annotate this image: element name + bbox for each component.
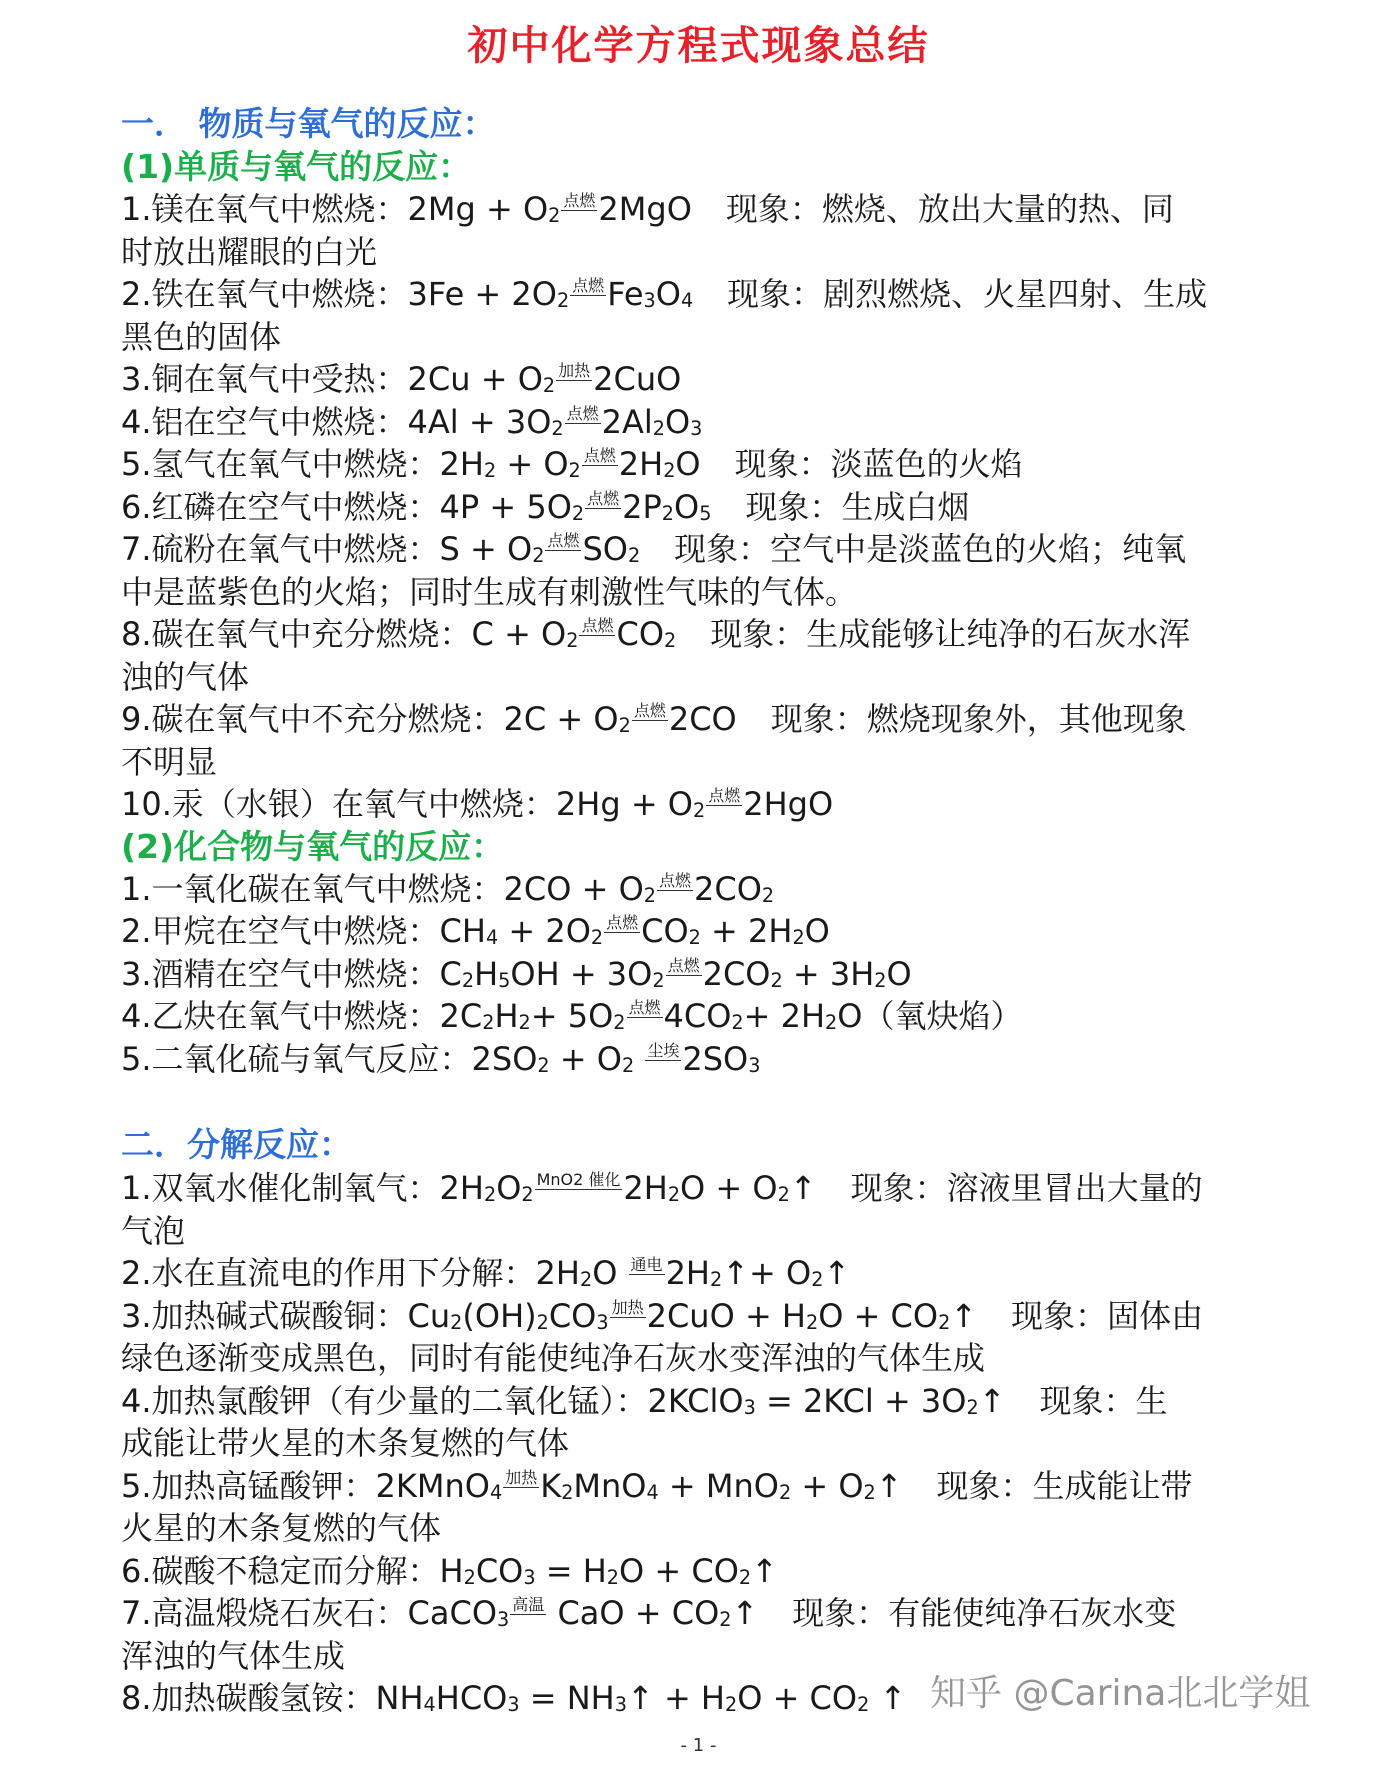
- subscript: 2: [738, 1565, 752, 1589]
- phenomenon-continuation: 黑色的固体: [121, 317, 282, 356]
- equation-text: [634, 1040, 644, 1078]
- equation-text: 2Cu + O: [407, 360, 543, 398]
- reaction-item: [121, 528, 1301, 571]
- reaction-condition: 点燃: [563, 191, 596, 211]
- equation-text: + 3H: [782, 954, 875, 993]
- chemical-equation: [504, 870, 775, 908]
- subscript: 2: [811, 1267, 824, 1291]
- reaction-label: 2.甲烷在空气中燃烧：: [121, 912, 440, 950]
- subscript: 2: [667, 1182, 681, 1206]
- equation-text: 2H: [439, 1169, 484, 1207]
- chemical-equation: [408, 360, 682, 398]
- subscript: 2: [688, 925, 701, 949]
- phenomenon-continuation: 气泡: [121, 1211, 186, 1250]
- equation-text: ↑: [869, 1679, 907, 1717]
- equation-text: CO: [548, 1296, 597, 1335]
- chemical-equation: [376, 1679, 907, 1717]
- subscript: 2: [590, 925, 604, 949]
- phenomenon-text: 现象：剧烈燃烧、火星四射、生成: [727, 275, 1208, 313]
- chemical-equation: [472, 1040, 761, 1078]
- subscript: 2: [966, 1395, 979, 1419]
- subscript: 2: [521, 1182, 534, 1206]
- equation-text: ↑: [731, 1594, 759, 1632]
- equation-text: 4P + 5O: [439, 487, 572, 526]
- subscript: 2: [450, 1310, 463, 1334]
- equation-text: ↑: [789, 1169, 817, 1207]
- equation-text: Cu: [407, 1296, 451, 1335]
- reaction-item: [121, 698, 1301, 741]
- subscript: 2: [537, 1053, 550, 1077]
- equation-text: C: [439, 954, 462, 993]
- reaction-label: 9.碳在氧气中不充分燃烧：: [121, 700, 504, 738]
- equation-text: 2Mg + O: [407, 190, 549, 228]
- reaction-condition: 点燃: [566, 403, 599, 423]
- chemical-equation: [440, 997, 1023, 1035]
- reaction-item: [121, 1295, 1301, 1338]
- reaction-item: [121, 1550, 1301, 1593]
- equation-text: (OH): [462, 1296, 537, 1335]
- reaction-condition: 尘埃: [647, 1040, 680, 1060]
- equation-text: 2Al: [601, 402, 653, 441]
- reaction-condition: 点燃: [708, 786, 741, 806]
- subscript: 4: [485, 925, 499, 949]
- chemical-equation: [440, 1552, 778, 1590]
- equation-text: CaCO: [407, 1594, 498, 1632]
- reaction-label: 7.高温煅烧石灰石：: [121, 1594, 408, 1632]
- reaction-label: 8.加热碳酸氢铵：: [121, 1679, 376, 1717]
- equation-text: ↑+ O: [722, 1254, 812, 1292]
- subscript: 2: [643, 883, 656, 907]
- subsection-heading: (2)化合物与氧气的反应：: [121, 826, 505, 866]
- subscript: 2: [483, 1182, 497, 1206]
- subscript: 2: [579, 1267, 593, 1291]
- subscript: 2: [761, 883, 775, 907]
- subscript: 2: [661, 501, 675, 525]
- reaction-condition: 点燃: [659, 870, 692, 890]
- subscript: 3: [748, 1053, 761, 1077]
- reaction-condition: 点燃: [587, 488, 620, 508]
- chemical-equation: [472, 615, 677, 653]
- subsection-heading: (1)单质与氧气的反应：: [121, 147, 472, 186]
- subscript: 3: [523, 1565, 536, 1589]
- equation-text: = H: [535, 1551, 607, 1590]
- reaction-item: [121, 358, 1301, 401]
- reaction-label: 6.红磷在空气中燃烧：: [121, 487, 440, 526]
- equation-text: O: [592, 1254, 628, 1292]
- equation-text: + O: [549, 1039, 622, 1078]
- subscript: 2: [692, 798, 706, 822]
- reaction-condition: 点燃: [572, 276, 605, 296]
- reaction-item: [121, 188, 1301, 231]
- chemical-equation: [440, 955, 912, 993]
- section-heading: 二．分解反应：: [121, 1125, 352, 1164]
- subscript: 2: [857, 1692, 870, 1716]
- equation-text: O + O: [680, 1169, 778, 1207]
- phenomenon-continuation: 浑浊的气体生成: [121, 1636, 346, 1675]
- equation-text: 2H: [439, 445, 484, 483]
- phenomenon-text: 现象：溶液里冒出大量的: [850, 1169, 1203, 1207]
- reaction-label: 10.汞（水银）在氧气中燃烧：: [121, 785, 556, 823]
- reaction-item: [121, 1252, 1301, 1295]
- equation-text: O（氧炔焰）: [837, 997, 1023, 1035]
- equation-text: + 2O: [498, 912, 591, 950]
- reaction-condition: 点燃: [633, 701, 666, 721]
- reaction-condition: 点燃: [606, 913, 639, 933]
- equation-text: + 5O: [530, 997, 614, 1035]
- chemical-equation: [440, 912, 830, 950]
- equation-text: O: [886, 954, 912, 993]
- equation-text: H: [474, 954, 499, 993]
- subscript: 3: [497, 1607, 510, 1631]
- equation-text: + 2H: [700, 912, 793, 950]
- equation-text: 2CO + O: [503, 869, 644, 908]
- equation-text: O: [675, 445, 701, 483]
- phenomenon-text: 现象：固体由: [1011, 1296, 1204, 1335]
- subscript: 2: [805, 1310, 819, 1334]
- chemical-equation: [408, 190, 692, 228]
- reaction-condition: 加热: [611, 1297, 644, 1317]
- subscript: 4: [423, 1692, 436, 1716]
- subscript: 2: [863, 1480, 876, 1504]
- reaction-label: 5.加热高锰酸钾：: [121, 1466, 376, 1505]
- equation-text: + 2H: [743, 997, 826, 1035]
- equation-text: 2C + O: [503, 700, 619, 738]
- equation-text: CO: [475, 1551, 524, 1590]
- chemical-equation: [408, 1594, 759, 1632]
- reaction-condition: 通电: [630, 1255, 663, 1275]
- phenomenon-continuation: 火星的木条复燃的气体: [121, 1509, 442, 1547]
- equation-text: CH: [439, 912, 486, 950]
- phenomenon-continuation: 时放出耀眼的白光: [121, 232, 378, 271]
- equation-text: O: [804, 912, 830, 950]
- equation-text: 2H: [623, 1169, 668, 1207]
- equation-text: ↑: [950, 1296, 978, 1335]
- subscript: 2: [664, 628, 677, 652]
- subscript: 2: [518, 1010, 531, 1034]
- equation-text: NH: [375, 1679, 424, 1717]
- subscript: 2: [551, 416, 564, 440]
- reaction-label: 2.水在直流电的作用下分解：: [121, 1254, 536, 1292]
- phenomenon-text: 现象：生成能让带: [936, 1466, 1193, 1505]
- subscript: 3: [743, 1395, 756, 1419]
- subscript: 2: [663, 458, 676, 482]
- equation-text: 2CuO + H: [646, 1296, 806, 1335]
- equation-text: K: [540, 1466, 562, 1505]
- chemical-equation: [440, 530, 641, 568]
- subscript: 2: [542, 373, 556, 397]
- equation-text: 2CuO: [593, 360, 682, 398]
- equation-text: 4CO: [663, 997, 732, 1035]
- reaction-condition: 加热: [505, 1467, 538, 1487]
- equation-text: 4Al + 3O: [407, 402, 552, 441]
- reaction-item: [121, 953, 1301, 996]
- subscript: 2: [724, 1692, 738, 1716]
- subscript: 2: [482, 1010, 495, 1034]
- subscript: 2: [561, 1480, 574, 1504]
- equation-text: 2C: [439, 997, 483, 1035]
- subscript: 2: [536, 1310, 549, 1334]
- reaction-label: 4.铝在空气中燃烧：: [121, 402, 408, 441]
- subscript: 2: [792, 925, 805, 949]
- equation-text: O + CO: [818, 1296, 939, 1335]
- reaction-label: 2.铁在氧气中燃烧：: [121, 275, 408, 313]
- chemical-equation: [536, 1254, 851, 1292]
- reaction-label: 1.一氧化碳在氧气中燃烧：: [121, 869, 504, 908]
- reaction-label: 7.硫粉在氧气中燃烧：: [121, 530, 440, 568]
- reaction-condition: 点燃: [667, 955, 700, 975]
- reaction-item: [121, 273, 1301, 316]
- subscript: 3: [507, 1692, 520, 1716]
- phenomenon-text: 现象：燃烧、放出大量的热、同: [725, 190, 1174, 228]
- reaction-condition: MnO2 催化: [536, 1170, 621, 1190]
- reaction-label: 8.碳在氧气中充分燃烧：: [121, 615, 472, 653]
- equation-text: + O: [496, 445, 569, 483]
- subscript: 2: [461, 968, 475, 992]
- reaction-item: [121, 486, 1301, 529]
- document-body: [121, 102, 1301, 1720]
- subscript: 5: [498, 968, 511, 992]
- equation-text: 2HgO: [743, 785, 834, 823]
- equation-text: 2H: [618, 445, 664, 483]
- subscript: 2: [770, 968, 783, 992]
- equation-text: 2SO: [471, 1039, 538, 1078]
- chemical-equation: [408, 403, 703, 441]
- equation-text: SO: [582, 530, 628, 568]
- page-number: - 1 -: [680, 1735, 717, 1756]
- reaction-label: 3.酒精在空气中燃烧：: [121, 954, 440, 993]
- equation-text: HCO: [435, 1679, 508, 1717]
- subscript: 4: [680, 288, 694, 312]
- subscript: 2: [571, 501, 585, 525]
- equation-text: 2KClO: [647, 1381, 744, 1420]
- equation-text: 2MgO: [598, 190, 692, 228]
- subscript: 2: [719, 1607, 732, 1631]
- equation-text: ↑ + H: [626, 1679, 725, 1717]
- subscript: 2: [874, 968, 887, 992]
- subscript: 2: [556, 288, 570, 312]
- reaction-label: 3.加热碱式碳酸铜：: [121, 1296, 408, 1335]
- subscript: 2: [606, 1565, 620, 1589]
- reaction-item: [121, 1038, 1301, 1081]
- equation-text: 3Fe + 2O: [407, 275, 557, 313]
- phenomenon-continuation: 绿色逐渐变成黑色，同时有能使纯净石灰水变浑浊的气体生成: [121, 1339, 986, 1377]
- section-gap: [121, 1080, 1301, 1123]
- reaction-item: [121, 1380, 1301, 1423]
- reaction-label: 3.铜在氧气中受热：: [121, 360, 408, 398]
- equation-text: CaO + CO: [547, 1594, 720, 1632]
- subscript: 2: [532, 543, 545, 567]
- subscript: 4: [489, 1480, 503, 1504]
- equation-text: = 2KCl + 3O: [755, 1381, 967, 1420]
- reaction-condition: 点燃: [547, 531, 580, 551]
- equation-text: ↑: [751, 1551, 778, 1590]
- phenomenon-text: 现象：燃烧现象外，其他现象: [770, 700, 1187, 738]
- equation-text: = NH: [519, 1679, 615, 1717]
- reaction-item: [121, 401, 1301, 444]
- subscript: 2: [777, 1182, 790, 1206]
- reaction-label: 4.加热氯酸钾（有少量的二氧化锰）：: [121, 1381, 648, 1420]
- equation-text: 2SO: [682, 1039, 749, 1078]
- equation-text: OH + 3O: [510, 954, 653, 993]
- reaction-item: [121, 443, 1301, 486]
- subscript: 2: [463, 1565, 476, 1589]
- subscript: 2: [627, 543, 641, 567]
- subscript: 2: [778, 1480, 792, 1504]
- chemical-equation: [408, 275, 694, 313]
- reaction-condition: 点燃: [581, 616, 614, 636]
- reaction-condition: 高温: [512, 1595, 545, 1615]
- chemical-equation: [440, 1169, 817, 1207]
- subscript: 2: [652, 968, 665, 992]
- subscript: 2: [618, 713, 631, 737]
- equation-text: 2P: [622, 487, 662, 526]
- equation-text: CO: [616, 615, 664, 653]
- phenomenon-continuation: 浊的气体: [121, 657, 250, 696]
- phenomenon-text: 现象：有能使纯净石灰水变: [792, 1594, 1177, 1632]
- equation-text: + MnO: [658, 1466, 779, 1505]
- subscript: 3: [643, 288, 656, 312]
- equation-text: C + O: [471, 615, 567, 653]
- reaction-item: [121, 868, 1301, 911]
- equation-text: Fe: [607, 275, 644, 313]
- equation-text: 2KMnO: [375, 1466, 490, 1505]
- equation-text: 2Hg + O: [555, 785, 693, 823]
- equation-text: H: [494, 997, 519, 1035]
- equation-text: O: [655, 275, 681, 313]
- subscript: 2: [709, 1267, 723, 1291]
- chemical-equation: [440, 445, 701, 483]
- phenomenon-continuation: 不明显: [121, 742, 218, 781]
- reaction-condition: 点燃: [628, 998, 661, 1018]
- equation-text: 2H: [535, 1254, 580, 1292]
- reaction-label: 1.镁在氧气中燃烧：: [121, 190, 408, 228]
- phenomenon-text: 现象：生成能够让纯净的石灰水浑: [710, 615, 1191, 653]
- equation-text: O: [664, 402, 691, 441]
- equation-text: ↑: [875, 1466, 903, 1505]
- reaction-condition: 点燃: [583, 446, 616, 466]
- subscript: 2: [731, 1010, 744, 1034]
- reaction-item: [121, 1592, 1301, 1635]
- reaction-label: 5.氢气在氧气中燃烧：: [121, 445, 440, 483]
- equation-text: 2CO: [668, 700, 737, 738]
- reaction-label: 6.碳酸不稳定而分解：: [121, 1551, 440, 1590]
- reaction-condition: 加热: [558, 361, 591, 381]
- chemical-equation: [408, 1297, 978, 1335]
- page-title: 初中化学方程式现象总结: [467, 23, 930, 69]
- subscript: 4: [646, 1480, 659, 1504]
- subscript: 2: [938, 1310, 951, 1334]
- section-heading: 一． 物质与氧气的反应：: [121, 104, 496, 143]
- phenomenon-text: 现象：生成白烟: [745, 487, 970, 526]
- subscript: 3: [614, 1692, 627, 1716]
- equation-text: ↑: [978, 1381, 1006, 1420]
- subscript: 2: [566, 628, 579, 652]
- subscript: 3: [596, 1310, 609, 1334]
- equation-text: S + O: [439, 530, 533, 568]
- subscript: 2: [568, 458, 581, 482]
- equation-text: MnO: [573, 1466, 647, 1505]
- subscript: 2: [483, 458, 497, 482]
- chemical-equation: [504, 700, 737, 738]
- phenomenon-text: 现象：生: [1039, 1381, 1168, 1420]
- chemical-equation: [376, 1467, 903, 1505]
- phenomenon-continuation: 成能让带火星的木条复燃的气体: [121, 1424, 570, 1462]
- subscript: 2: [548, 203, 561, 227]
- equation-text: ↑: [823, 1254, 851, 1292]
- reaction-item: [121, 995, 1301, 1038]
- subscript: 2: [825, 1010, 838, 1034]
- equation-text: 2CO: [694, 869, 762, 908]
- reaction-label: 1.双氧水催化制氧气：: [121, 1169, 440, 1207]
- reaction-label: 4.乙炔在氧气中燃烧：: [121, 997, 440, 1035]
- phenomenon-text: 现象：空气中是淡蓝色的火焰；纯氧: [674, 530, 1187, 568]
- chemical-equation: [648, 1382, 1006, 1420]
- subscript: 5: [699, 501, 712, 525]
- phenomenon-continuation: 中是蓝紫色的火焰；同时生成有刺激性气味的气体。: [121, 572, 858, 611]
- subscript: 2: [613, 1010, 626, 1034]
- subscript: 3: [690, 416, 703, 440]
- equation-text: O: [674, 487, 700, 526]
- reaction-item: [121, 1167, 1301, 1210]
- equation-text: H: [439, 1551, 464, 1590]
- subscript: 2: [621, 1053, 635, 1077]
- reaction-item: [121, 783, 1301, 826]
- subscript: 2: [652, 416, 665, 440]
- watermark: 知乎 @Carina北北学姐: [930, 1673, 1311, 1714]
- equation-text: 2CO: [702, 954, 771, 993]
- reaction-label: 5.二氧化硫与氧气反应：: [121, 1039, 472, 1078]
- equation-text: 2H: [665, 1254, 710, 1292]
- chemical-equation: [556, 785, 833, 823]
- equation-text: CO: [641, 912, 689, 950]
- reaction-item: [121, 1465, 1301, 1508]
- equation-text: O + CO: [619, 1551, 739, 1590]
- chemical-equation: [440, 488, 712, 526]
- equation-text: O: [496, 1169, 522, 1207]
- reaction-item: [121, 613, 1301, 656]
- equation-text: + O: [791, 1466, 864, 1505]
- reaction-item: [121, 910, 1301, 953]
- phenomenon-text: 现象：淡蓝色的火焰: [734, 445, 1023, 483]
- equation-text: O + CO: [737, 1679, 858, 1717]
